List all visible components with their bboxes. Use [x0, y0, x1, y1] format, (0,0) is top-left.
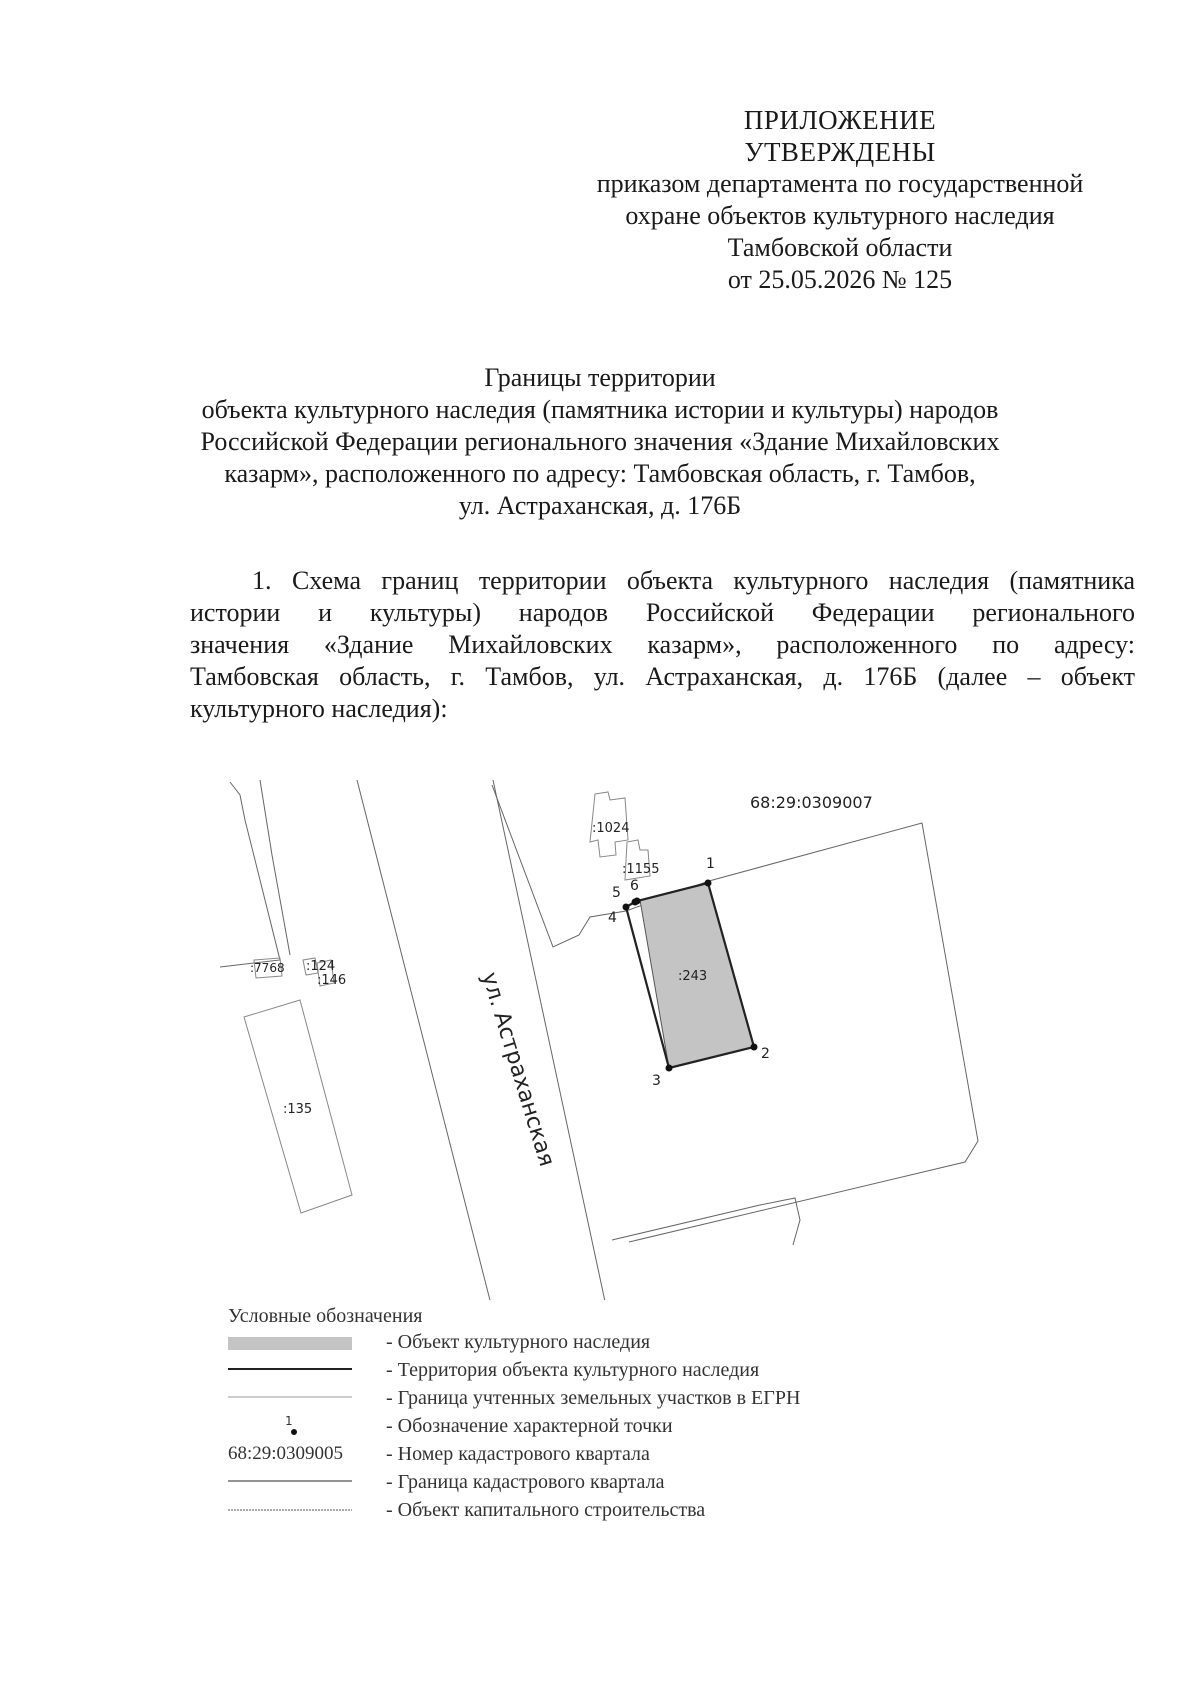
legend-desc: - Объект культурного наследия — [386, 1331, 651, 1353]
legend-desc: - Граница кадастрового квартала — [386, 1471, 665, 1493]
quarter-boundary-bottom — [612, 1198, 800, 1245]
heading-line: Границы территории — [484, 363, 716, 392]
legend-sample-heritage-territory — [228, 1357, 378, 1385]
intro-line: истории и культуры) народов Российской Федерации регионального — [190, 598, 1135, 627]
legend-desc: - Обозначение характерной точки — [386, 1415, 673, 1437]
intro-paragraph — [190, 565, 1135, 725]
legend-sample-heritage-object — [228, 1329, 378, 1357]
legend-desc: - Номер кадастрового квартала — [386, 1443, 650, 1465]
point-label: 4 — [608, 910, 617, 926]
legend-title: Условные обозначения — [228, 1305, 423, 1327]
legend-sample-parcel-boundary — [228, 1385, 378, 1413]
point-2-marker — [751, 1044, 758, 1051]
heading-line: казарм», расположенного по адресу: Тамбовская область, г. Тамбов, — [224, 459, 976, 488]
approval-block — [560, 104, 1120, 296]
quarter-boundary-left-inner — [260, 780, 290, 955]
heading-line: ул. Астраханская, д. 176Б — [458, 491, 742, 520]
legend-sample-point — [228, 1413, 378, 1441]
parcel-label-1024: :1024 — [592, 821, 630, 836]
approval-line: приказом департамента по государственной — [596, 169, 1084, 198]
parcel-label-146: :146 — [317, 973, 347, 988]
point-label: 6 — [630, 878, 639, 894]
legend-item-heritage-object — [228, 1329, 928, 1357]
street-edge-left — [357, 780, 493, 1300]
point-4-marker — [623, 904, 630, 911]
point-label: 5 — [612, 885, 621, 901]
approval-subtitle: УТВЕРЖДЕНЫ — [744, 137, 936, 167]
legend-sample-capital-construction — [228, 1497, 378, 1525]
parcel-label-7768: :7768 — [250, 961, 285, 975]
point-1-marker — [705, 880, 712, 887]
legend-sample-quarter-boundary — [228, 1469, 378, 1497]
intro-line: культурного наследия): — [190, 694, 448, 723]
legend-point-number: 1 — [285, 1414, 293, 1428]
approval-title: ПРИЛОЖЕНИЕ — [743, 105, 937, 135]
parcel-label-124: :124 — [306, 959, 336, 974]
legend-quarter-number-sample: 68:29:0309005 — [228, 1443, 344, 1464]
parcel-label-135: :135 — [283, 1102, 313, 1117]
intro-line: 1. Схема границ территории объекта культурного наследия (памятника — [252, 566, 1135, 595]
quarter-boundary-left — [220, 782, 280, 967]
legend-item-characteristic-point — [228, 1413, 928, 1441]
legend-desc: - Граница учтенных земельных участков в ЕГРН — [386, 1387, 801, 1409]
point-label: 1 — [706, 856, 715, 872]
document-heading — [150, 362, 1050, 522]
point-label: 2 — [761, 1046, 770, 1062]
legend-swatch-heritage — [228, 1337, 352, 1350]
legend-point-marker — [291, 1429, 297, 1435]
street-label: ул. Астраханская — [476, 969, 560, 1170]
approval-line: Тамбовской области — [727, 233, 953, 262]
intro-line: Тамбовская область, г. Тамбов, ул. Астраханская, д. 176Б (далее – объект — [190, 662, 1135, 691]
legend-item-heritage-territory — [228, 1357, 928, 1385]
legend-desc: - Объект капитального строительства — [386, 1499, 706, 1521]
point-6-marker — [634, 898, 641, 905]
parcel-label-243: :243 — [678, 969, 708, 984]
point-label: 3 — [652, 1073, 661, 1089]
legend-item-capital-construction — [228, 1497, 928, 1525]
heading-line: объекта культурного наследия (памятника истории и культуры) народов — [201, 395, 999, 424]
cadastral-quarter-label: 68:29:0309007 — [750, 793, 873, 812]
legend-item-egrn-parcel-boundary — [228, 1385, 928, 1413]
point-3-marker — [666, 1065, 673, 1072]
boundary-scheme-map — [220, 780, 1140, 1300]
approval-date-number: от 25.05.2026 № 125 — [727, 265, 953, 294]
approval-line: охране объектов культурного наследия — [625, 201, 1055, 230]
legend-desc: - Территория объекта культурного наследия — [386, 1359, 760, 1381]
parcel-label-1155: :1155 — [622, 862, 660, 877]
heading-line: Российской Федерации регионального значения «Здание Михайловских — [200, 427, 1000, 456]
intro-line: значения «Здание Михайловских казарм», расположенного по адресу: — [190, 630, 1135, 659]
legend-item-quarter-boundary — [228, 1469, 928, 1497]
legend-item-quarter-number — [228, 1441, 928, 1469]
map-legend — [228, 1303, 928, 1525]
